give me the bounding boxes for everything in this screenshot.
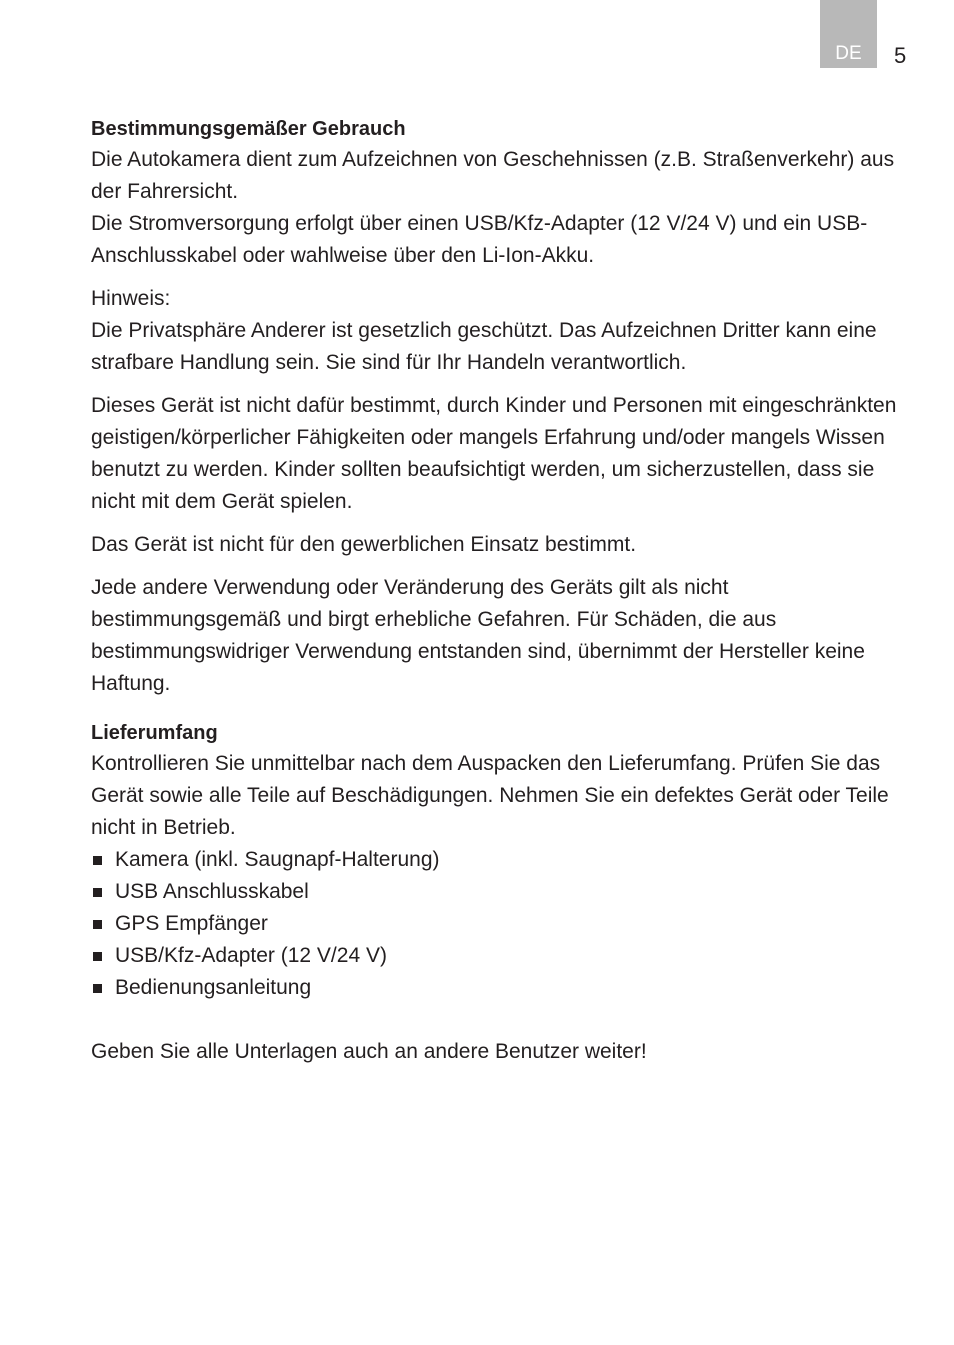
list-item: GPS Empfänger [91,908,913,940]
bullet-icon [93,888,102,897]
paragraph-commercial-use: Das Gerät ist nicht für den gewerblichen Einsatz bestimmt. [91,533,637,556]
list-item: USB/Kfz-Adapter (12 V/24 V) [91,940,913,972]
paragraph-power-supply: Die Stromversorgung erfolgt über einen USB/Kfz-Adapter (12 V/24 V) und ein USB-Anschlusskabel oder wahlweise über den Li-Ion-Akku. [91,212,868,267]
paragraph-misuse: Jede andere Verwendung oder Veränderung des Geräts gilt als nicht bestimmungsgemäß und birgt erhebliche Gefahren. Für Schäden, die aus bestimmungswidriger Verwendung entstanden sind, übernimmt der Hersteller keine Haftung. [91,576,865,695]
paragraph-intro: Die Autokamera dient zum Aufzeichnen von Geschehnissen (z.B. Straßenverkehr) aus der Fahrersicht. [91,148,895,203]
paragraph-privacy-note: Die Privatsphäre Anderer ist gesetzlich geschützt. Das Aufzeichnen Dritter kann eine strafbare Handlung sein. Sie sind für Ihr Handeln verantwortlich. [91,319,877,374]
section-title-intended-use: Bestimmungsgemäßer Gebrauch [91,118,406,140]
page-number: 5 [894,43,907,68]
language-tab [820,0,877,68]
bullet-icon [93,856,102,865]
bullet-icon [93,984,102,993]
section-title-delivery: Lieferumfang [91,722,218,744]
paragraph-children-warning: Dieses Gerät ist nicht dafür bestimmt, durch Kinder und Personen mit eingeschränkten geistigen/körperlicher Fähigkeiten oder mangels Erfahrung und/oder mangels Wissen benutzt zu werden. Kinder sollten beaufsichtigt werden, um sicherzustellen, dass sie nicht mit dem Gerät spielen. [91,394,897,513]
language-label: DE [835,43,862,64]
page-content [91,114,913,1068]
list-item: Kamera (inkl. Saugnapf-Halterung) [91,844,913,876]
bullet-icon [93,920,102,929]
paragraph-closing: Geben Sie alle Unterlagen auch an andere Benutzer weiter! [91,1040,647,1063]
list-item: USB Anschlusskabel [91,876,913,908]
bullet-icon [93,952,102,961]
note-label: Hinweis: [91,287,171,310]
list-item: Bedienungsanleitung [91,972,913,1004]
paragraph-delivery-intro: Kontrollieren Sie unmittelbar nach dem Auspacken den Lieferumfang. Prüfen Sie das Gerät sowie alle Teile auf Beschädigungen. Nehmen Sie ein defektes Gerät oder Teile nicht in Betrieb. [91,752,889,839]
delivery-list [91,844,913,1004]
